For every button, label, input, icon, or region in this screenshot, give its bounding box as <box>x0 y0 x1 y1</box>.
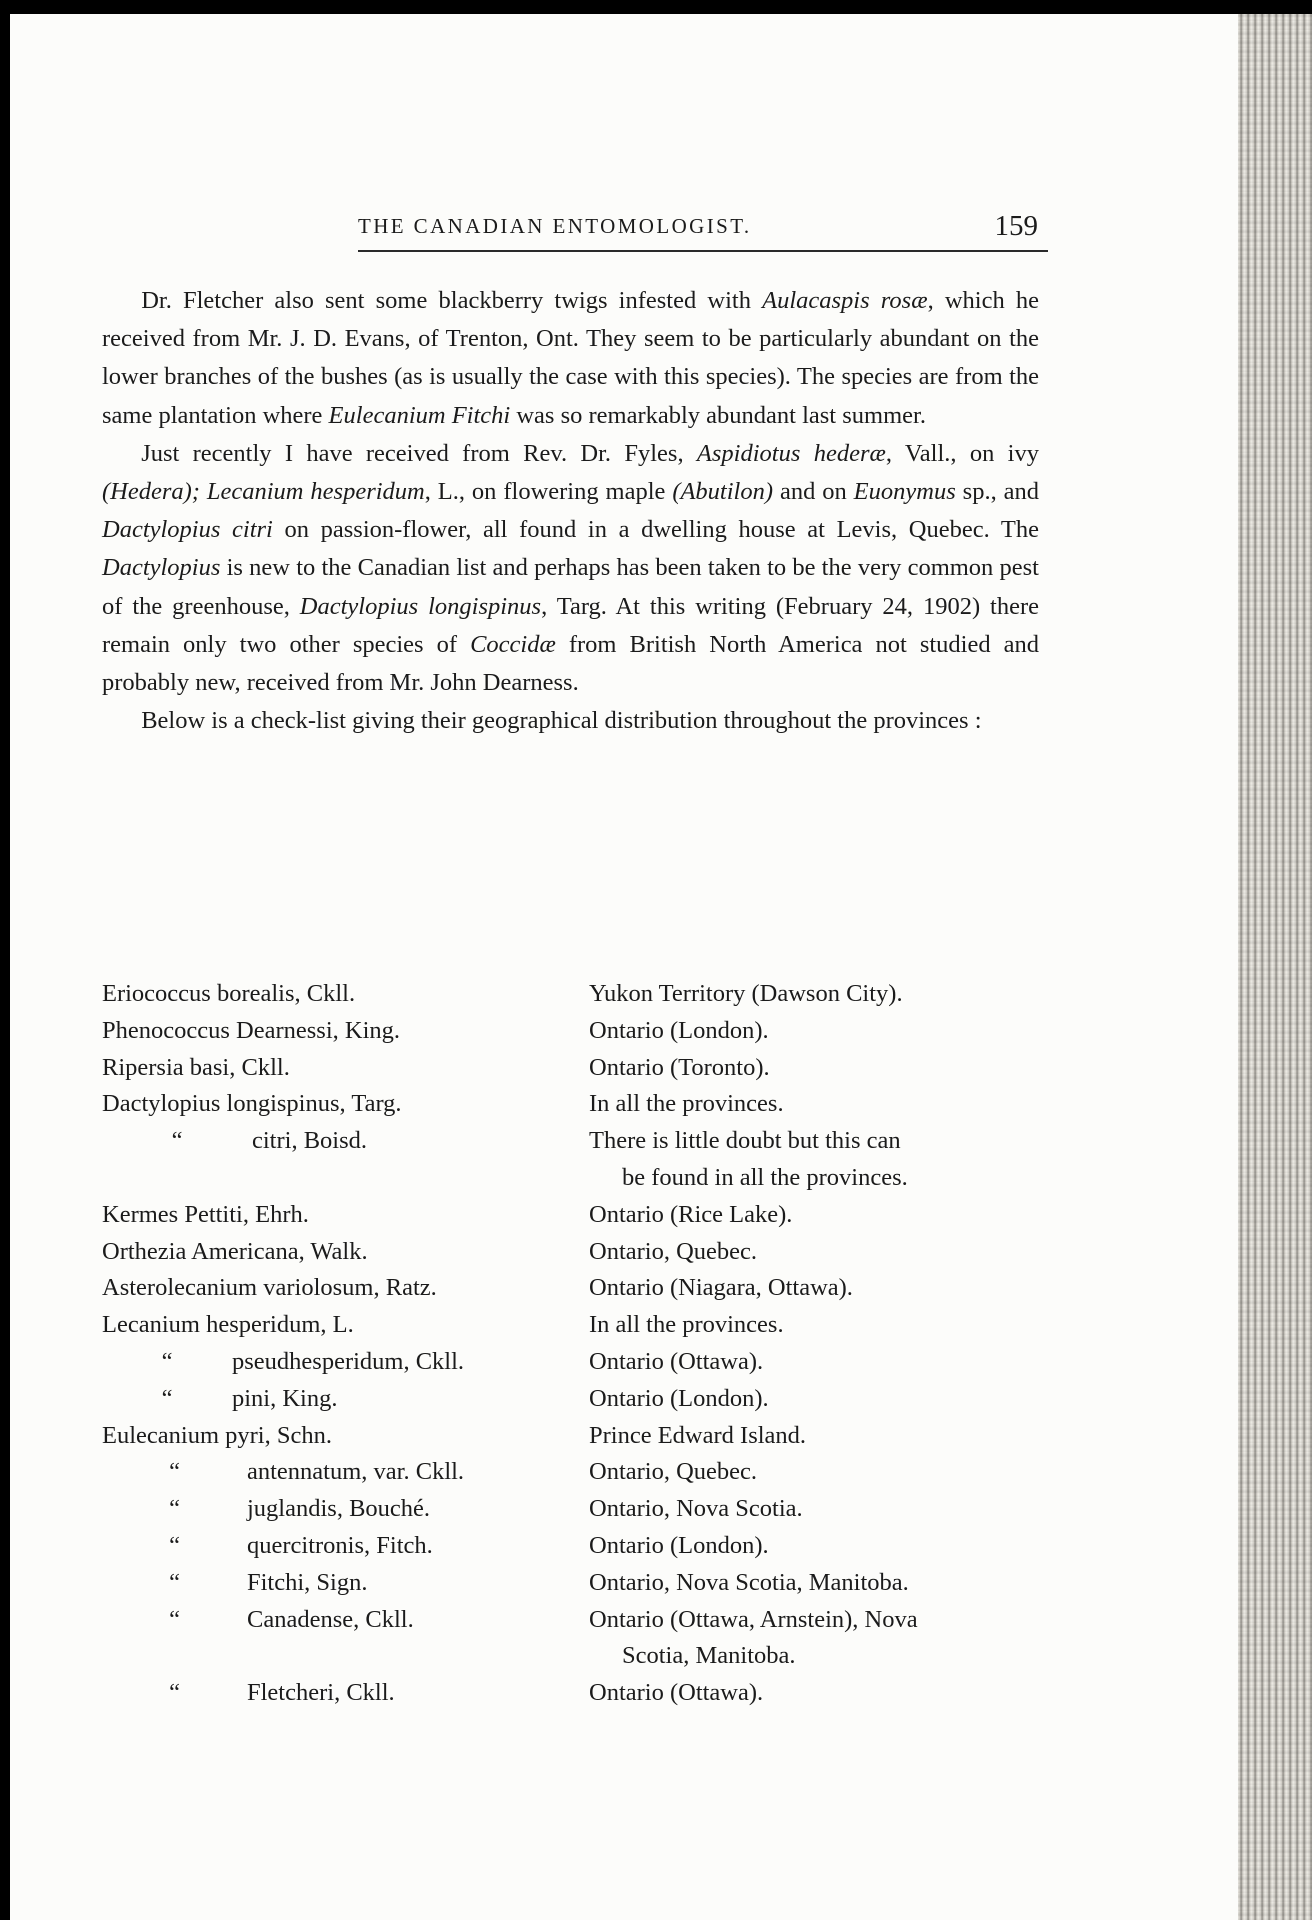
ditto-mark: “ <box>169 1605 180 1633</box>
list-item <box>102 1307 1047 1344</box>
list-item <box>102 1086 1047 1123</box>
list-item <box>102 976 1047 1013</box>
list-item <box>102 1197 1047 1234</box>
locality: Ontario (Ottawa). <box>589 1679 764 1707</box>
species-name: Ripersia basi, Ckll. <box>102 1053 290 1081</box>
locality: Ontario (London). <box>589 1531 769 1559</box>
list-item <box>102 1602 1047 1676</box>
ditto-mark: “ <box>169 1458 180 1486</box>
ditto-mark: “ <box>169 1495 180 1523</box>
locality: Ontario (Ottawa, Arnstein), Nova Scotia, Manitoba. <box>589 1605 918 1670</box>
ditto-mark: “ <box>171 1127 183 1155</box>
list-item <box>102 1344 1047 1381</box>
list-item <box>102 1123 1047 1197</box>
list-item <box>102 1528 1047 1565</box>
page-number: 159 <box>994 210 1038 242</box>
locality: Ontario, Nova Scotia, Manitoba. <box>589 1568 909 1596</box>
list-item <box>102 1381 1047 1418</box>
locality: Ontario (Toronto). <box>589 1053 770 1081</box>
ditto-mark: “ <box>161 1384 173 1412</box>
locality: In all the provinces. <box>589 1311 784 1339</box>
species-name: “ antennatum, var. Ckll. <box>102 1454 589 1491</box>
list-item <box>102 1675 1047 1712</box>
locality: Ontario (Rice Lake). <box>589 1200 793 1228</box>
species-name: “ pini, King. <box>102 1381 589 1418</box>
species-name: “ citri, Boisd. <box>102 1123 589 1160</box>
ditto-mark: “ <box>169 1531 180 1559</box>
locality: There is little doubt but this can be found in all the provinces. <box>589 1127 908 1191</box>
list-item <box>102 1565 1047 1602</box>
species-name: “ quercitronis, Fitch. <box>102 1528 589 1565</box>
locality: Ontario (London). <box>589 1384 769 1412</box>
list-item <box>102 1491 1047 1528</box>
species-name: “ Fitchi, Sign. <box>102 1565 589 1602</box>
ditto-mark: “ <box>161 1347 173 1375</box>
body-text <box>102 282 1039 740</box>
species-name: Dactylopius longispinus, Targ. <box>102 1090 402 1118</box>
locality: Ontario (Ottawa). <box>589 1347 764 1375</box>
paragraph-1: Dr. Fletcher also sent some blackberry twigs infested with Aulacaspis rosæ, which he received from Mr. J. D. Evans, of Trenton, Ont. They seem to be particularly abundant on the lower branches of the bushes (as is usually the case with this species). The species are from the same plantation where Eulecanium Fitchi was so remarkably abundant last summer. <box>102 287 1040 429</box>
species-name: “ juglandis, Bouché. <box>102 1491 589 1528</box>
list-item <box>102 1050 1047 1087</box>
list-item <box>102 1270 1047 1307</box>
list-item <box>102 1234 1047 1271</box>
paragraph-3: Below is a check-list giving their geographical distribution throughout the provinces : <box>141 707 982 735</box>
paragraph-2: Just recently I have received from Rev. Dr. Fyles, Aspidiotus hederæ, Vall., on ivy (Hedera); Lecanium hesperidum, L., on flowering maple (Abutilon) and on Euonymus sp., and Dactylopius citri on passion-flower, all found in a dwelling house at Levis, Quebec. The Dactylopius is new to the Canadian list and perhaps has been taken to be the very common pest of the greenhouse, Dactylopius longispinus, Targ. At this writing (February 24, 1902) there remain only two other species of Coccidæ from British North America not studied and probably new, received from Mr. John Dearness. <box>102 439 1040 697</box>
book-page-edges <box>1238 14 1312 1920</box>
species-name: Phenococcus Dearnessi, King. <box>102 1016 401 1044</box>
locality: In all the provinces. <box>589 1090 784 1118</box>
locality: Prince Edward Island. <box>589 1421 807 1449</box>
list-item <box>102 1418 1047 1455</box>
species-name: Eulecanium pyri, Schn. <box>102 1421 332 1449</box>
list-item <box>102 1013 1047 1050</box>
locality: Yukon Territory (Dawson City). <box>589 980 903 1007</box>
species-name: Eriococcus borealis, Ckll. <box>102 980 356 1007</box>
locality: Ontario, Quebec. <box>589 1458 758 1486</box>
species-name: “ pseudhesperidum, Ckll. <box>102 1344 589 1381</box>
locality: Ontario (Niagara, Ottawa). <box>589 1274 853 1302</box>
species-name: Kermes Pettiti, Ehrh. <box>102 1200 309 1228</box>
species-name: Asterolecanium variolosum, Ratz. <box>102 1274 437 1302</box>
species-name: “ Fletcheri, Ckll. <box>102 1675 589 1712</box>
ditto-mark: “ <box>169 1679 180 1707</box>
book-page <box>10 14 1238 1920</box>
locality: Ontario, Nova Scotia. <box>589 1495 803 1523</box>
species-name: “ Canadense, Ckll. <box>102 1602 589 1639</box>
page-header <box>358 210 1048 252</box>
species-name: Lecanium hesperidum, L. <box>102 1311 354 1339</box>
locality: Ontario (London). <box>589 1016 769 1044</box>
species-checklist <box>102 976 1047 1712</box>
locality: Ontario, Quebec. <box>589 1237 758 1265</box>
running-title: THE CANADIAN ENTOMOLOGIST. <box>358 214 752 238</box>
ditto-mark: “ <box>169 1568 180 1596</box>
list-item <box>102 1454 1047 1491</box>
species-name: Orthezia Americana, Walk. <box>102 1237 368 1265</box>
